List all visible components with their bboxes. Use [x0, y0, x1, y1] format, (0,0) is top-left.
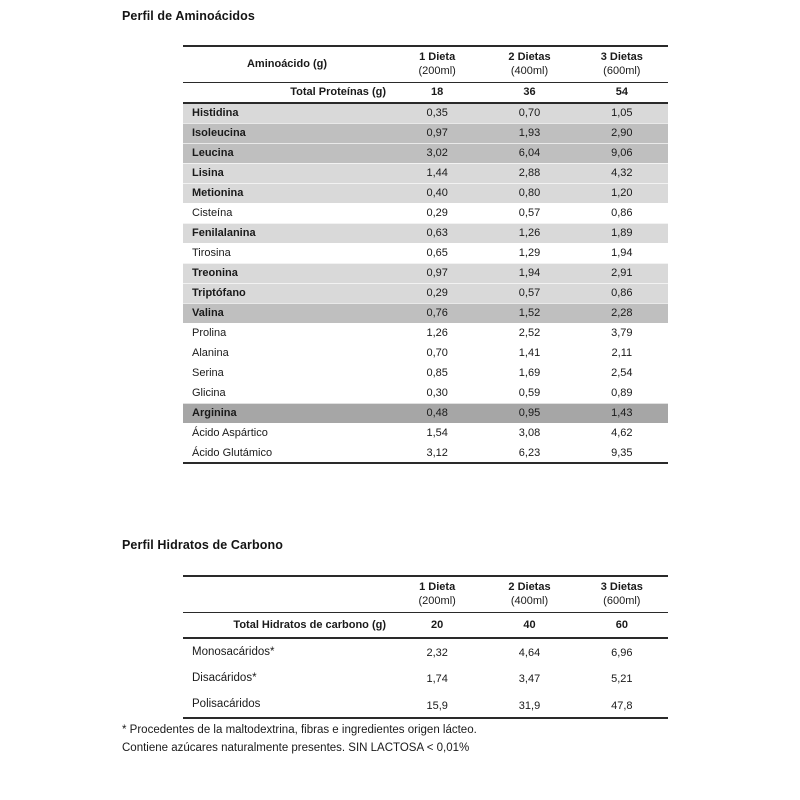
value-cell: 1,26	[426, 327, 448, 339]
diet-2-label: 2 Dietas	[508, 51, 551, 64]
value-cell: 3,79	[611, 327, 633, 339]
value-cell: 1,29	[518, 247, 541, 259]
value-cell: 0,63	[426, 227, 448, 239]
table-row	[183, 403, 668, 423]
value-cell: 1,94	[611, 247, 633, 259]
diet-1-column-header	[391, 576, 483, 612]
row-label: Valina	[192, 307, 224, 319]
value-cell: 1,20	[611, 187, 633, 199]
amino-header-row	[183, 46, 668, 82]
row-label: Histidina	[192, 107, 239, 120]
carb-table-body	[183, 638, 668, 718]
amino-table-body	[183, 103, 668, 463]
amino-column-header: Aminoácido (g)	[183, 46, 391, 82]
row-label: Disacáridos*	[192, 671, 257, 684]
row-label: Cisteína	[192, 207, 233, 219]
carb-profile-title: Perfil Hidratos de Carbono	[122, 538, 283, 552]
diet-2-column-header	[483, 576, 575, 612]
table-row	[183, 283, 668, 303]
footnote-line-1: * Procedentes de la maltodextrina, fibras e ingredientes origen lácteo.	[122, 724, 477, 736]
total-carbs-value: 60	[576, 612, 668, 638]
footnote-line-2: Contiene azúcares naturalmente presentes. SIN LACTOSA < 0,01%	[122, 742, 470, 754]
diet-3-column-header	[576, 576, 668, 612]
value-cell: 2,88	[518, 167, 541, 179]
diet-2-label: 2 Dietas	[508, 581, 551, 594]
value-cell: 0,80	[518, 187, 541, 199]
table-row	[183, 691, 668, 718]
value-cell: 0,86	[611, 287, 633, 299]
value-cell: 5,21	[611, 673, 633, 686]
value-cell: 1,43	[611, 407, 633, 419]
value-cell: 0,30	[426, 387, 448, 399]
table-row	[183, 123, 668, 143]
value-cell: 6,04	[518, 147, 541, 159]
value-cell: 0,29	[426, 287, 448, 299]
value-cell: 0,97	[426, 127, 448, 139]
value-cell: 2,52	[518, 327, 541, 339]
value-cell: 1,89	[611, 227, 633, 239]
diet-3-volume: (600ml)	[603, 595, 641, 608]
value-cell: 4,62	[611, 427, 633, 439]
table-row	[183, 143, 668, 163]
value-cell: 0,40	[426, 187, 448, 199]
value-cell: 1,69	[518, 367, 541, 379]
row-label: Monosacáridos*	[192, 645, 275, 658]
value-cell: 1,05	[611, 107, 633, 120]
value-cell: 9,35	[611, 446, 633, 459]
table-row	[183, 223, 668, 243]
diet-2-column-header	[483, 46, 575, 82]
table-row	[183, 423, 668, 443]
value-cell: 3,02	[426, 147, 448, 159]
diet-3-volume: (600ml)	[603, 65, 641, 78]
table-row	[183, 323, 668, 343]
value-cell: 2,28	[611, 307, 633, 319]
row-label: Ácido Glutámico	[192, 446, 273, 459]
diet-1-volume: (200ml)	[418, 65, 456, 78]
table-row	[183, 363, 668, 383]
total-proteins-value: 36	[483, 82, 575, 103]
row-label: Glicina	[192, 387, 226, 399]
row-label: Alanina	[192, 347, 229, 359]
diet-1-column-header	[391, 46, 483, 82]
table-row	[183, 103, 668, 123]
table-row	[183, 303, 668, 323]
value-cell: 1,44	[426, 167, 448, 179]
total-carbs-row	[183, 612, 668, 638]
value-cell: 3,12	[426, 446, 448, 459]
row-label: Tirosina	[192, 247, 231, 259]
row-label: Isoleucina	[192, 127, 246, 139]
total-proteins-row	[183, 82, 668, 103]
value-cell: 1,74	[426, 673, 448, 686]
row-label: Arginina	[192, 407, 237, 419]
value-cell: 47,8	[611, 699, 633, 712]
total-carbs-label: Total Hidratos de carbono (g)	[183, 612, 391, 638]
row-label: Serina	[192, 367, 224, 379]
value-cell: 1,54	[426, 427, 448, 439]
table-row	[183, 203, 668, 223]
value-cell: 6,23	[518, 446, 541, 459]
diet-3-column-header	[576, 46, 668, 82]
table-row	[183, 243, 668, 263]
table-row	[183, 343, 668, 363]
total-proteins-value: 18	[391, 82, 483, 103]
table-row	[183, 383, 668, 403]
value-cell: 1,52	[518, 307, 541, 319]
table-row	[183, 183, 668, 203]
value-cell: 15,9	[426, 699, 448, 712]
diet-1-label: 1 Dieta	[419, 51, 456, 64]
value-cell: 4,32	[611, 167, 633, 179]
row-label: Metionina	[192, 187, 244, 199]
value-cell: 0,76	[426, 307, 448, 319]
value-cell: 31,9	[518, 699, 541, 712]
row-label: Leucina	[192, 147, 234, 159]
total-carbs-value: 20	[391, 612, 483, 638]
value-cell: 2,54	[611, 367, 633, 379]
value-cell: 0,86	[611, 207, 633, 219]
value-cell: 0,70	[426, 347, 448, 359]
row-label: Ácido Aspártico	[192, 427, 268, 439]
table-row	[183, 263, 668, 283]
value-cell: 0,59	[518, 387, 541, 399]
carbohydrate-table	[183, 575, 668, 719]
diet-2-volume: (400ml)	[510, 595, 549, 608]
diet-3-label: 3 Dietas	[600, 581, 643, 594]
value-cell: 3,47	[518, 673, 541, 686]
value-cell: 4,64	[518, 647, 541, 659]
value-cell: 1,26	[518, 227, 541, 239]
carb-header-row	[183, 576, 668, 612]
value-cell: 2,11	[611, 347, 633, 359]
value-cell: 1,41	[518, 347, 541, 359]
value-cell: 1,93	[518, 127, 541, 139]
value-cell: 1,94	[518, 267, 541, 279]
table-row	[183, 163, 668, 183]
table-row	[183, 638, 668, 665]
value-cell: 2,90	[611, 127, 633, 139]
value-cell: 0,35	[426, 107, 448, 120]
value-cell: 0,95	[518, 407, 541, 419]
diet-3-label: 3 Dietas	[600, 51, 643, 64]
value-cell: 0,97	[426, 267, 448, 279]
row-label: Treonina	[192, 267, 238, 279]
row-label: Polisacáridos	[192, 698, 261, 711]
amino-profile-title: Perfil de Aminoácidos	[122, 9, 255, 23]
value-cell: 0,89	[611, 387, 633, 399]
value-cell: 3,08	[518, 427, 541, 439]
value-cell: 0,70	[518, 107, 541, 120]
row-label: Prolina	[192, 327, 227, 339]
value-cell: 0,65	[426, 247, 448, 259]
carb-column-header	[183, 576, 391, 612]
value-cell: 9,06	[611, 147, 633, 159]
row-label: Triptófano	[192, 287, 246, 299]
value-cell: 0,29	[426, 207, 448, 219]
total-proteins-label: Total Proteínas (g)	[183, 82, 391, 103]
amino-acid-table	[183, 45, 668, 464]
value-cell: 0,57	[518, 207, 541, 219]
table-row	[183, 665, 668, 692]
value-cell: 0,85	[426, 367, 448, 379]
total-proteins-value: 54	[576, 82, 668, 103]
total-carbs-value: 40	[483, 612, 575, 638]
value-cell: 0,48	[426, 407, 448, 419]
value-cell: 0,57	[518, 287, 541, 299]
value-cell: 2,32	[426, 647, 448, 659]
value-cell: 2,91	[611, 267, 633, 279]
row-label: Lisina	[192, 167, 224, 179]
footnote	[122, 721, 477, 757]
value-cell: 6,96	[611, 647, 633, 659]
diet-2-volume: (400ml)	[510, 65, 549, 78]
diet-1-volume: (200ml)	[418, 595, 456, 608]
row-label: Fenilalanina	[192, 227, 256, 239]
diet-1-label: 1 Dieta	[419, 581, 456, 594]
table-row	[183, 443, 668, 463]
